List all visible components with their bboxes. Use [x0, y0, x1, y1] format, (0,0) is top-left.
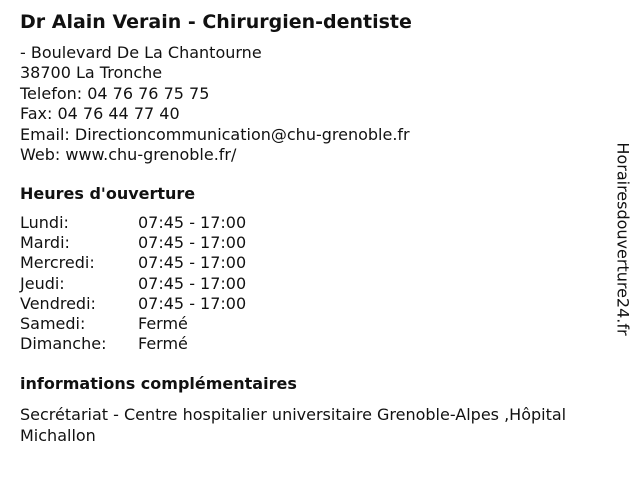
watermark [610, 132, 636, 346]
hours-row-monday [20, 213, 246, 233]
day-label: Samedi: [20, 314, 86, 334]
day-label: Mercredi: [20, 253, 95, 273]
day-hours: 07:45 - 17:00 [138, 273, 247, 293]
hours-row-wednesday [20, 253, 246, 273]
hours-row-sunday [20, 334, 246, 354]
page-title: Dr Alain Verain - Chirurgien-dentiste [20, 11, 412, 33]
day-label: Lundi: [20, 213, 69, 232]
day-hours: 07:45 - 17:00 [138, 253, 247, 273]
phone-line: Telefon: 04 76 76 75 75 [20, 83, 210, 103]
hours-row-saturday [20, 314, 246, 334]
email-line: Email: Directioncommunication@chu-grenoble.fr [20, 124, 410, 144]
day-label: Mardi: [20, 233, 70, 253]
day-hours: 07:45 - 17:00 [138, 233, 247, 253]
hours-row-friday [20, 294, 246, 314]
opening-hours-heading: Heures d'ouverture [20, 184, 196, 203]
day-hours: 07:45 - 17:00 [138, 293, 247, 313]
web-line: Web: www.chu-grenoble.fr/ [20, 145, 237, 165]
day-hours: Fermé [138, 334, 188, 354]
additional-info-heading: informations complémentaires [20, 374, 297, 393]
day-label: Jeudi: [20, 273, 65, 293]
fax-line: Fax: 04 76 44 77 40 [20, 104, 180, 124]
additional-info-text: Secrétariat - Centre hospitalier universitaire Grenoble-Alpes ,Hôpital Michallon [20, 405, 567, 445]
hours-row-tuesday [20, 233, 246, 253]
address-city: 38700 La Tronche [20, 63, 163, 83]
address-street: - Boulevard De La Chantourne [20, 43, 262, 62]
contact-block [20, 43, 410, 165]
watermark-text: Horairesdouverture24.fr [614, 142, 634, 336]
day-hours: 07:45 - 17:00 [138, 213, 247, 232]
day-label: Dimanche: [20, 334, 107, 354]
hours-row-thursday [20, 274, 246, 294]
day-hours: Fermé [138, 314, 188, 334]
day-label: Vendredi: [20, 293, 96, 313]
opening-hours-table [20, 213, 246, 354]
